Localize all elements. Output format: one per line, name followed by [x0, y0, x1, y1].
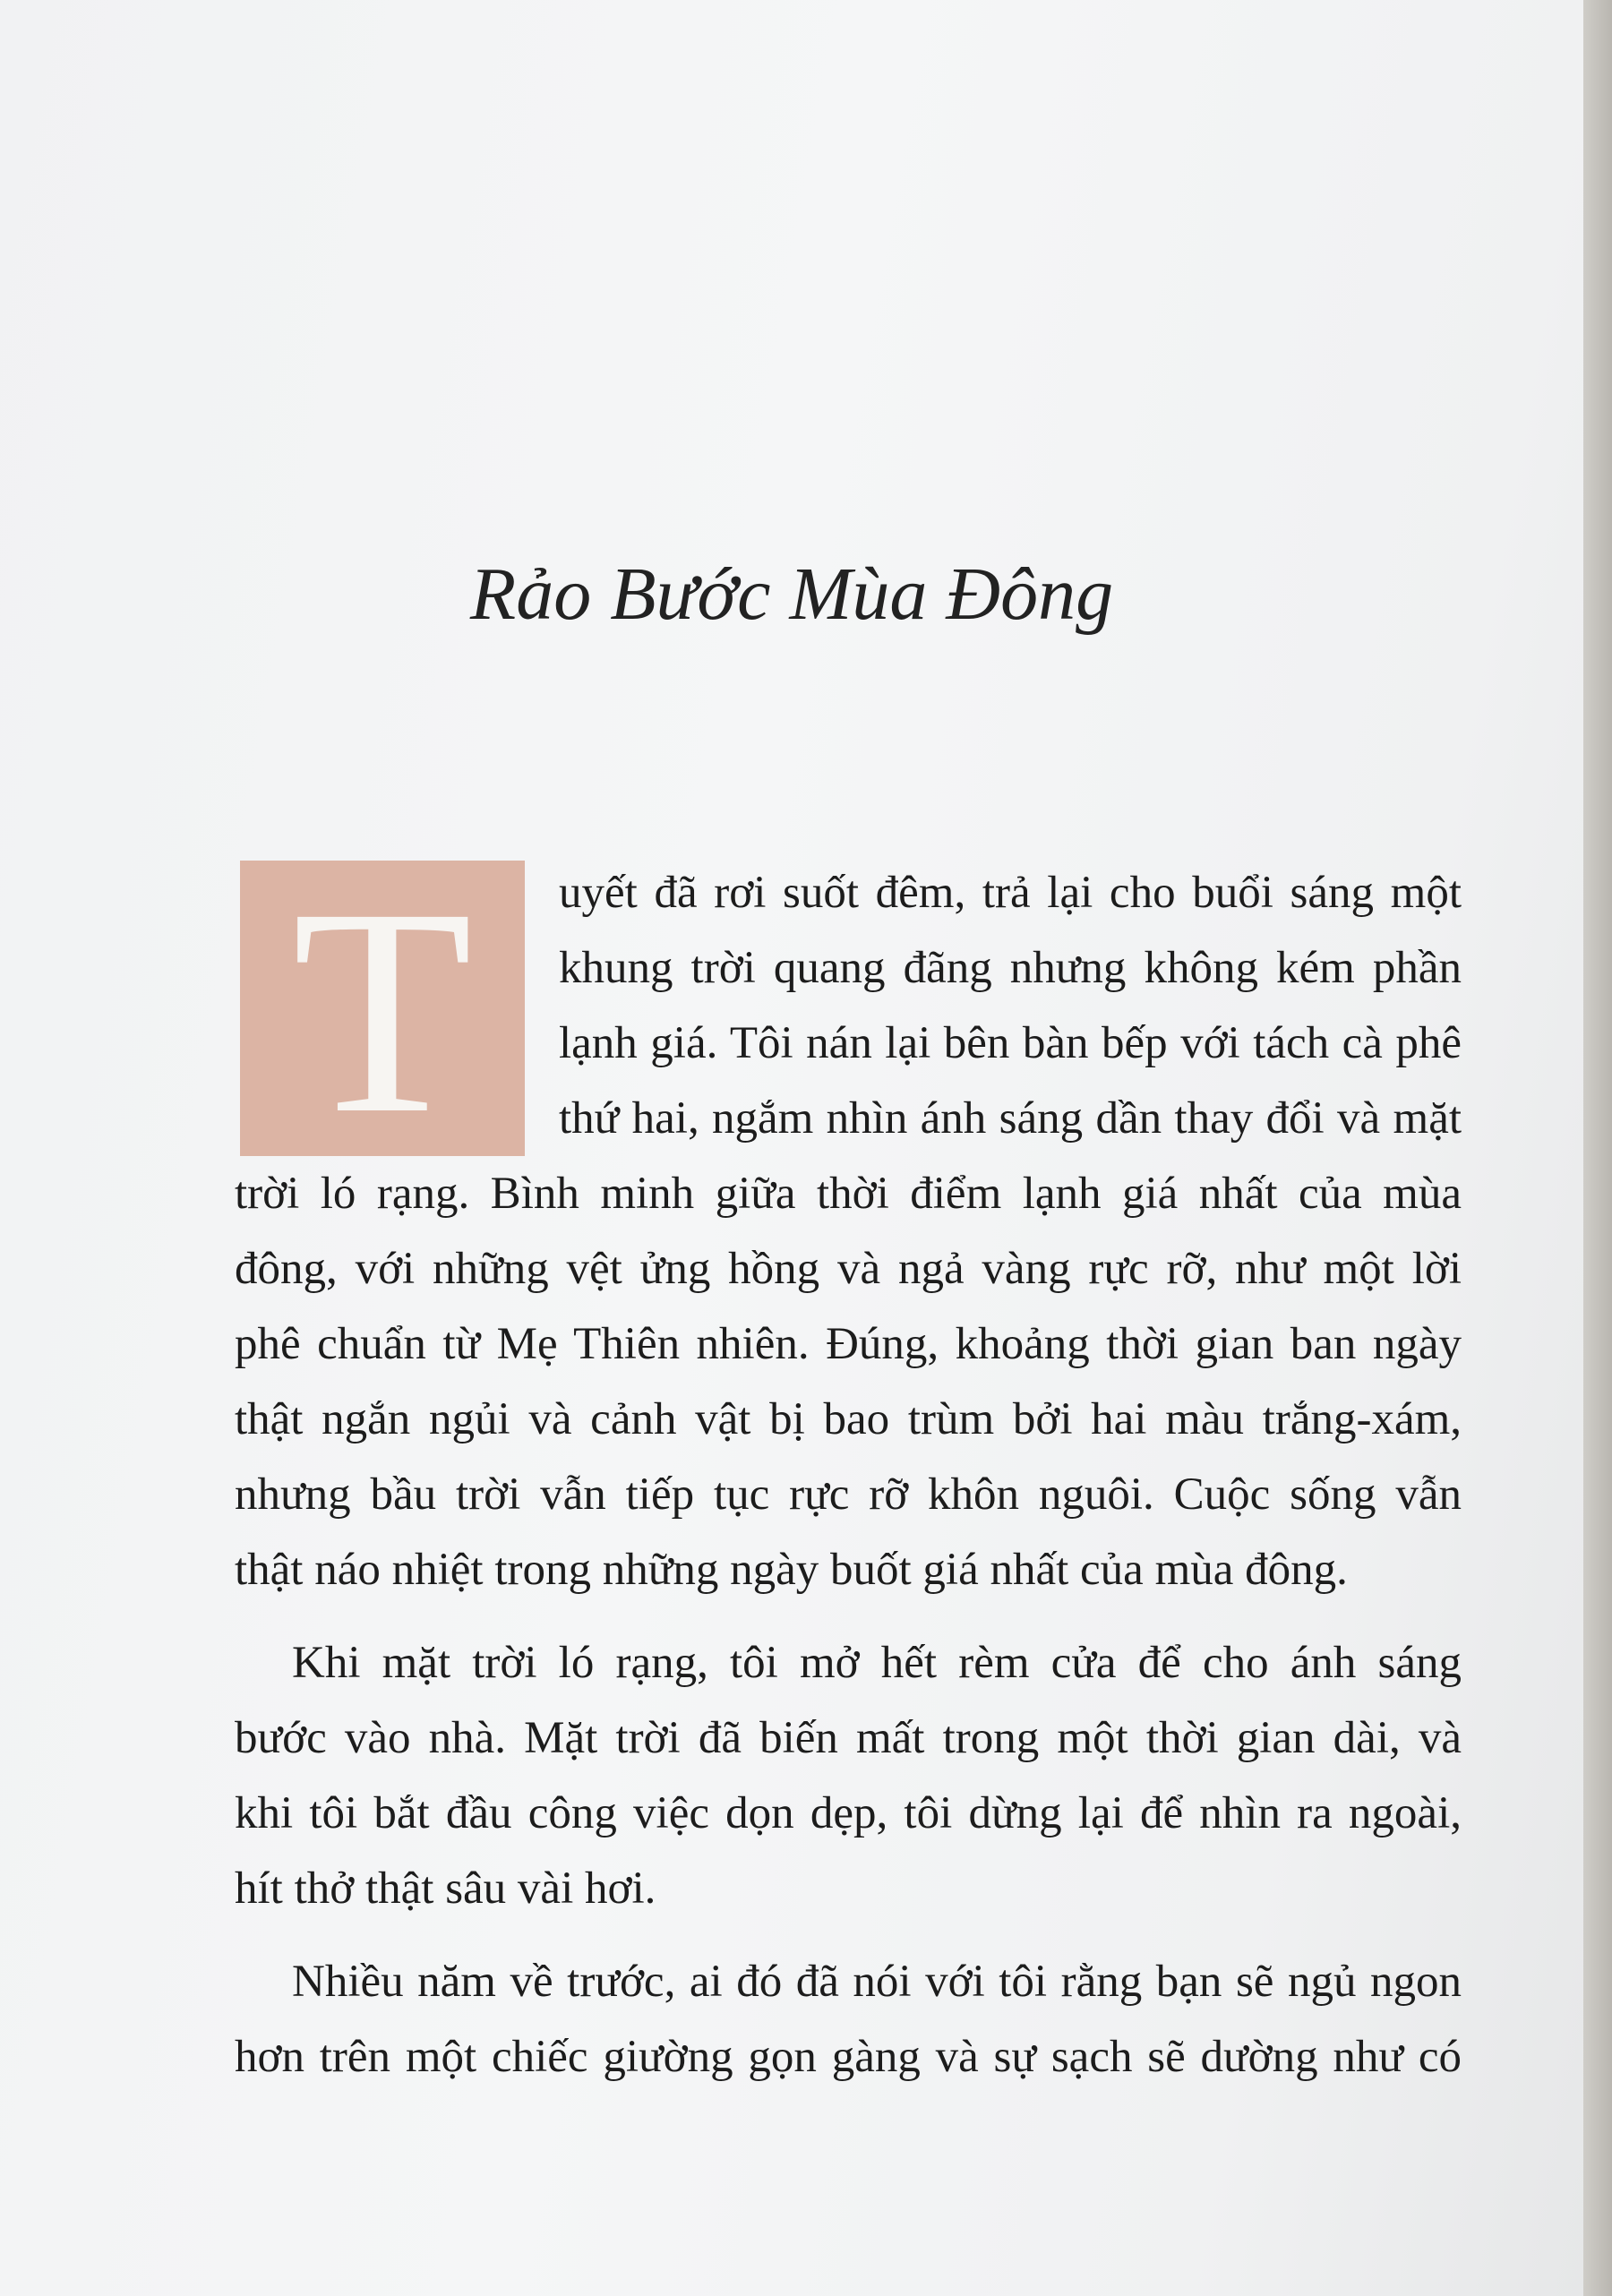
paragraph-3: [235, 1944, 1462, 2095]
text-line: đông, với những vệt ửng hồng và ngả vàng rực rỡ, như một lời: [235, 1244, 1462, 1294]
text-line: lạnh giá. Tôi nán lại bên bàn bếp với tách cà phê: [559, 1018, 1462, 1068]
chapter-title: Rảo Bước Mùa Đông: [469, 553, 1114, 636]
text-line: Nhiều năm về trước, ai đó đã nói với tôi rằng bạn sẽ ngủ ngon: [292, 1957, 1462, 2007]
text-line: uyết đã rơi suốt đêm, trả lại cho buổi sáng một: [559, 868, 1462, 918]
text-line: khi tôi bắt đầu công việc dọn dẹp, tôi dừng lại để nhìn ra ngoài,: [235, 1788, 1462, 1838]
text-line: Khi mặt trời ló rạng, tôi mở hết rèm cửa để cho ánh sáng: [292, 1638, 1462, 1688]
drop-cap-letter: T: [292, 848, 473, 1175]
text-line: hít thở thật sâu vài hơi.: [235, 1863, 656, 1914]
text-line: khung trời quang đãng nhưng không kém phần: [559, 943, 1462, 993]
text-line: thật ngắn ngủi và cảnh vật bị bao trùm bởi hai màu trắng-xám,: [235, 1394, 1462, 1444]
page-edge: [1583, 0, 1612, 2296]
text-line: hơn trên một chiếc giường gọn gàng và sự sạch sẽ dường như có: [235, 2032, 1462, 2082]
text-line: thứ hai, ngắm nhìn ánh sáng dần thay đổi và mặt: [559, 1093, 1462, 1144]
paragraph-2: [235, 1625, 1462, 1926]
text-line: trời ló rạng. Bình minh giữa thời điểm lạnh giá nhất của mùa: [235, 1169, 1462, 1219]
body-text: [235, 848, 1462, 2112]
text-line: bước vào nhà. Mặt trời đã biến mất trong một thời gian dài, và: [235, 1713, 1462, 1763]
text-line: nhưng bầu trời vẫn tiếp tục rực rỡ khôn nguôi. Cuộc sống vẫn: [235, 1469, 1462, 1520]
drop-cap: [240, 848, 525, 1175]
text-line: thật náo nhiệt trong những ngày buốt giá nhất của mùa đông.: [235, 1545, 1348, 1595]
text-line: phê chuẩn từ Mẹ Thiên nhiên. Đúng, khoảng thời gian ban ngày: [235, 1319, 1462, 1369]
